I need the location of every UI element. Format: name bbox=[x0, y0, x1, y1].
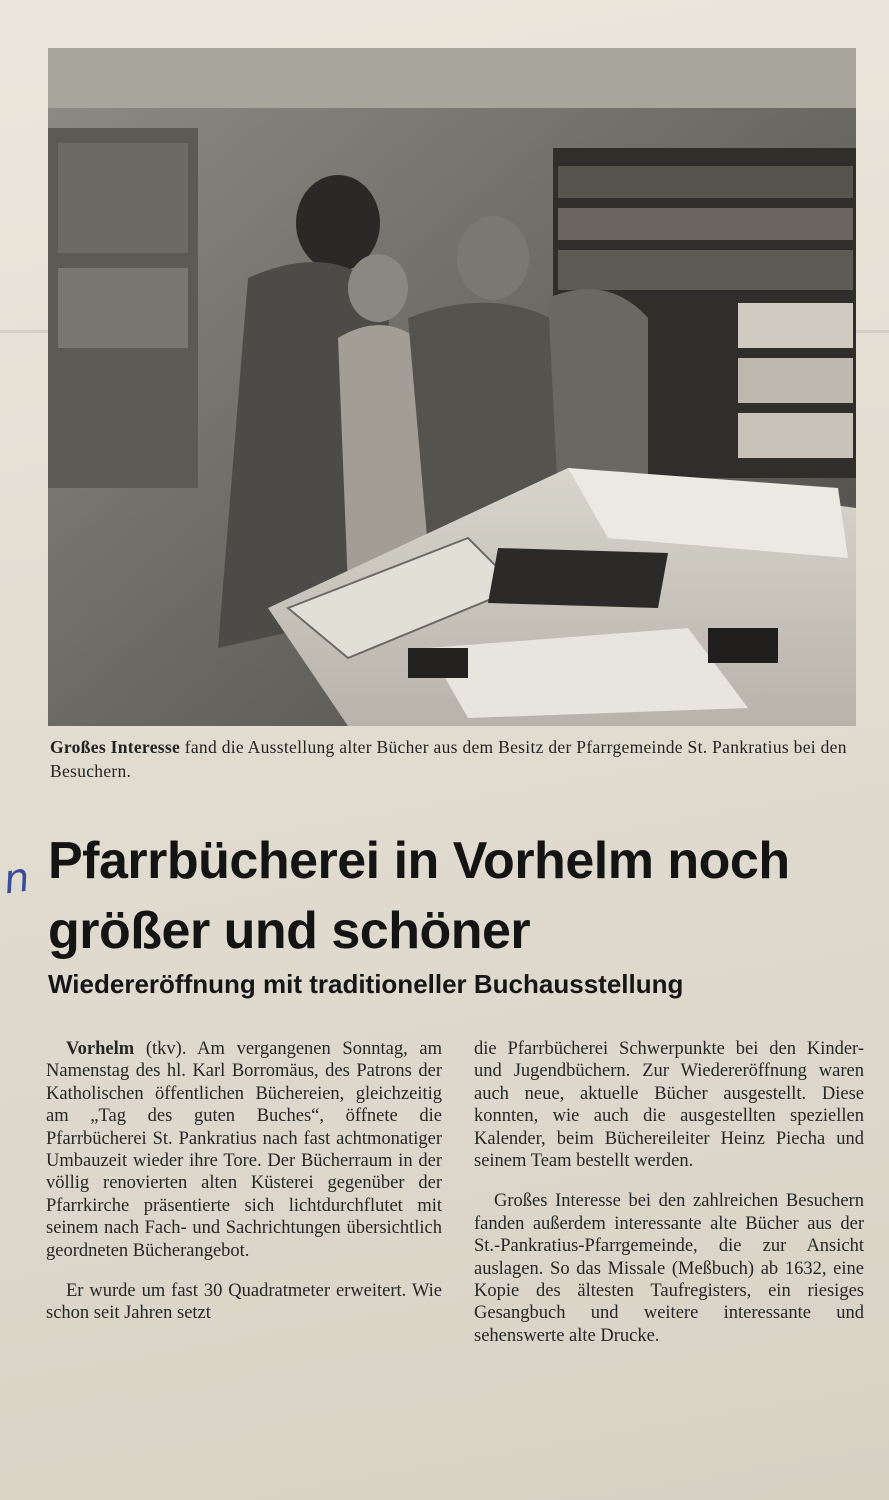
photo-illustration bbox=[48, 48, 856, 726]
exhibition-photo bbox=[48, 48, 856, 726]
handwritten-mark: n bbox=[0, 854, 33, 904]
caption-text: fand die Ausstellung alter Bücher aus dem Besitz der Pfarrgemeinde St. Pankratius bei den Besuchern. bbox=[50, 737, 847, 781]
caption-lead: Großes Interesse bbox=[50, 737, 181, 757]
article-paragraph: Er wurde um fast 30 Quadratmeter erweitert. Wie schon seit Jahren setzt bbox=[46, 1281, 442, 1324]
paragraph-text: (tkv). Am vergangenen Sonntag, am Namenstag des hl. Karl Borromäus, des Patrons der Katholischen öffentlichen Büchereien, gleichzeitig am „Tag des guten Buches“, öffnete die Pfarrbücherei St. Pankratius nach fast achtmonatiger Umbauzeit wieder ihre Tore. Der Bücherraum in der völlig renovierten alten Küsterei gegenüber der Pfarrkirche präsentierte sich lichtdurchflutet mit seinem nach Fach- und Sachrichtungen übersichtlich geordneten Bücherangebot. bbox=[46, 1039, 442, 1261]
headline: Pfarrbücherei in Vorhelm noch größer und schöner bbox=[48, 832, 790, 960]
dateline: Vorhelm bbox=[66, 1039, 135, 1059]
subheadline: Wiedereröffnung mit traditioneller Buchausstellung bbox=[48, 969, 684, 999]
article-paragraph: Großes Interesse bei den zahlreichen Besuchern fanden außerdem interessante alte Bücher aus der St.-Pankratius-Pfarrgemeinde, die zur Ansicht auslagen. So das Missale (Meßbuch) ab 1632, eine Kopie des ältesten Taufregisters, ein riesiges Gesangbuch und weitere interessante und sehenswerte alte Drucke. bbox=[474, 1191, 864, 1346]
article-paragraph bbox=[46, 1038, 442, 1262]
article-column-left bbox=[46, 1038, 442, 1325]
article-column-right bbox=[474, 1038, 864, 1347]
photo-caption bbox=[50, 735, 858, 783]
article-paragraph: die Pfarrbücherei Schwerpunkte bei den Kinder- und Jugendbüchern. Zur Wiedereröffnung waren auch neue, aktuelle Bücher ausgestellt. Diese konnten, wie auch die ausgestellten speziellen Kalender, beim Büchereileiter Heinz Piecha und seinem Team bestellt werden. bbox=[474, 1039, 864, 1172]
